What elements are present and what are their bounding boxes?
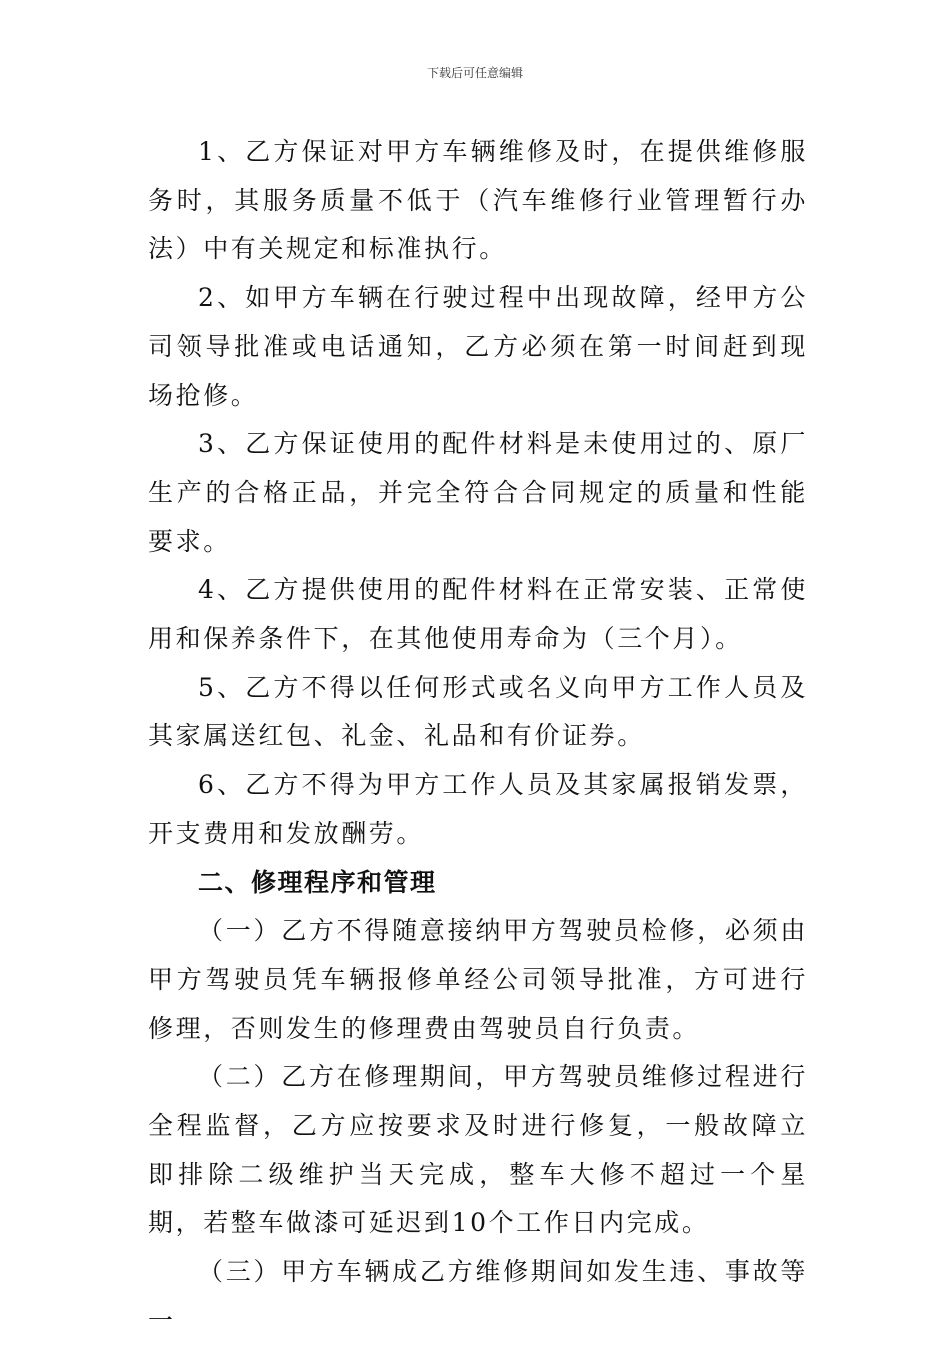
section-paragraph-2: （二）乙方在修理期间，甲方驾驶员维修过程进行全程监督，乙方应按要求及时进行修复，一般故障立即排除二级维护当天完成，整车大修不超过一个星期，若整车做漆可延迟到10个工作日内完成。	[148, 1062, 808, 1238]
paragraph-4: 4、乙方提供使用的配件材料在正常安装、正常使用和保养条件下，在其他使用寿命为（三个月）。	[148, 575, 808, 654]
paragraph-6: 6、乙方不得为甲方工作人员及其家属报销发票，开支费用和发放酬劳。	[148, 770, 808, 848]
page-header: 下载后可任意编辑	[426, 66, 523, 80]
document-body	[148, 128, 808, 1346]
paragraph-1: 1、乙方保证对甲方车辆维修及时，在提供维修服务时，其服务质量不低于（汽车维修行业管理暂行办法）中有关规定和标准执行。	[148, 137, 808, 264]
section-paragraph-3: （三）甲方车辆成乙方维修期间如发生违、事故等一	[148, 1257, 808, 1335]
paragraph-3: 3、乙方保证使用的配件材料是未使用过的、原厂生产的合格正品，并完全符合合同规定的质量和性能要求。	[148, 429, 808, 556]
section-heading: 二、修理程序和管理	[198, 867, 437, 897]
paragraph-5: 5、乙方不得以任何形式或名义向甲方工作人员及其家属送红包、礼金、礼品和有价证券。	[148, 672, 808, 751]
paragraph-2: 2、如甲方车辆在行驶过程中出现故障，经甲方公司领导批准或电话通知，乙方必须在第一时间赶到现场抢修。	[148, 283, 808, 410]
section-paragraph-1: （一）乙方不得随意接纳甲方驾驶员检修，必须由甲方驾驶员凭车辆报修单经公司领导批准，方可进行修理，否则发生的修理费由驾驶员自行负责。	[148, 916, 808, 1043]
